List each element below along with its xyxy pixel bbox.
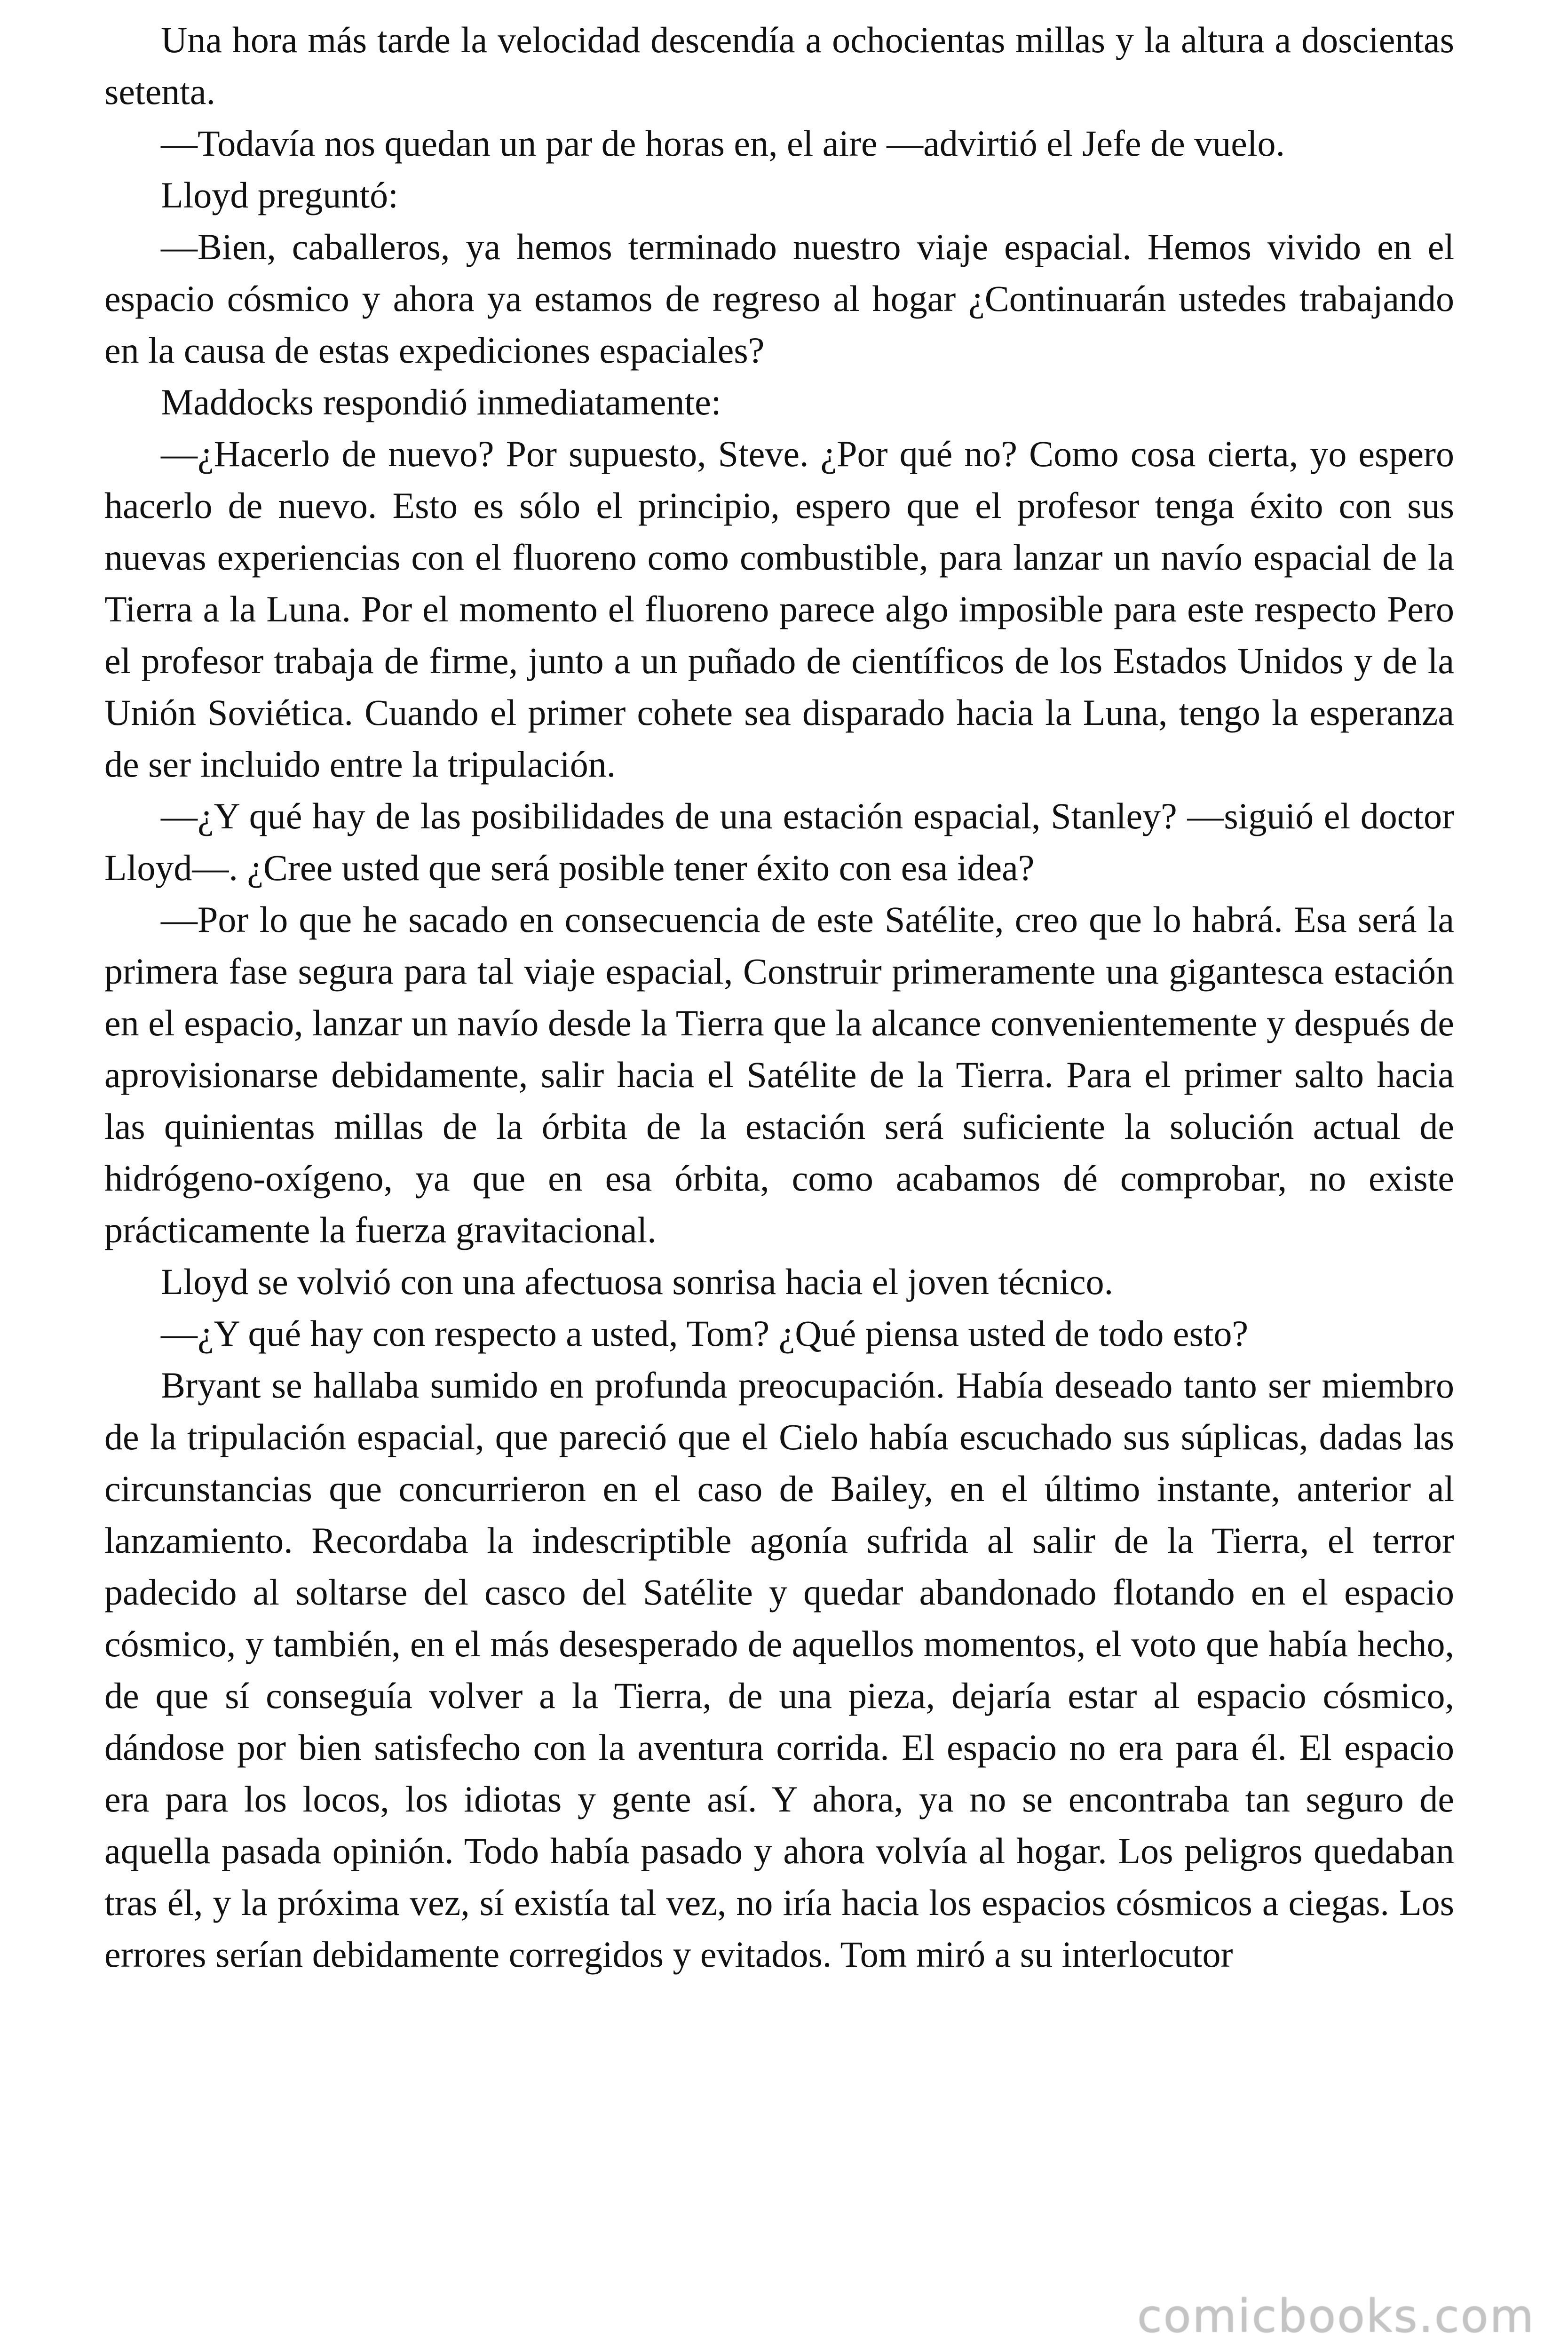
- watermark: comicbooks.com: [1137, 2290, 1535, 2343]
- paragraph-9: Lloyd se volvió con una afectuosa sonrisa hacia el joven técnico.: [161, 1261, 1114, 1302]
- paragraph-10: —¿Y qué hay con respecto a usted, Tom? ¿Qué piensa usted de todo esto?: [161, 1313, 1249, 1354]
- paragraph-3: Lloyd preguntó:: [161, 175, 398, 215]
- paragraph-1: Una hora más tarde la velocidad descendía a ochocientas millas y la altura a doscientas setenta.: [104, 19, 1454, 112]
- body-text: [104, 14, 1454, 1980]
- paragraph-6: —¿Hacerlo de nuevo? Por supuesto, Steve. ¿Por qué no? Como cosa cierta, yo espero hacerlo de nuevo. Esto es sólo el principio, espero que el profesor tenga éxito con sus nuevas experiencias con el fluoreno como combustible, para lanzar un navío espacial de la Tierra a la Luna. Por el momento el fluoreno parece algo imposible para este respecto Pero el profesor trabaja de firme, junto a un puñado de científicos de los Estados Unidos y de la Unión Soviética. Cuando el primer cohete sea disparado hacia la Luna, tengo la esperanza de ser incluido entre la tripulación.: [104, 433, 1454, 785]
- paragraph-5: Maddocks respondió inmediatamente:: [161, 381, 721, 422]
- paragraph-7: —¿Y qué hay de las posibilidades de una estación espacial, Stanley? —siguió el doctor Lloyd—. ¿Cree usted que será posible tener éxito con esa idea?: [104, 795, 1454, 888]
- paragraph-4: —Bien, caballeros, ya hemos terminado nuestro viaje espacial. Hemos vivido en el espacio cósmico y ahora ya estamos de regreso al hogar ¿Continuarán ustedes trabajando en la causa de estas expediciones espaciales?: [104, 226, 1454, 371]
- paragraph-2: —Todavía nos quedan un par de horas en, el aire —advirtió el Jefe de vuelo.: [161, 123, 1285, 164]
- paragraph-8: —Por lo que he sacado en consecuencia de este Satélite, creo que lo habrá. Esa será la primera fase segura para tal viaje espacial, Construir primeramente una gigantesca estación en el espacio, lanzar un navío desde la Tierra que la alcance convenientemente y después de aprovisionarse debidamente, salir hacia el Satélite de la Tierra. Para el primer salto hacia las quinientas millas de la órbita de la estación será suficiente la solución actual de hidrógeno-oxígeno, ya que en esa órbita, como acabamos dé comprobar, no existe prácticamente la fuerza gravitacional.: [104, 899, 1454, 1250]
- paragraph-11: Bryant se hallaba sumido en profunda preocupación. Había deseado tanto ser miembro de la tripulación espacial, que pareció que el Cielo había escuchado sus súplicas, dadas las circunstancias que concurrieron en el caso de Bailey, en el último instante, anterior al lanzamiento. Recordaba la indescriptible agonía sufrida al salir de la Tierra, el terror padecido al soltarse del casco del Satélite y quedar abandonado flotando en el espacio cósmico, y también, en el más desesperado de aquellos momentos, el voto que había hecho, de que sí conseguía volver a la Tierra, de una pieza, dejaría estar al espacio cósmico, dándose por bien satisfecho con la aventura corrida. El espacio no era para él. El espacio era para los locos, los idiotas y gente así. Y ahora, ya no se encontraba tan seguro de aquella pasada opinión. Todo había pasado y ahora volvía al hogar. Los peligros quedaban tras él, y la próxima vez, sí existía tal vez, no iría hacia los espacios cósmicos a ciegas. Los errores serían debidamente corregidos y evitados. Tom miró a su interlocutor: [104, 1365, 1454, 1975]
